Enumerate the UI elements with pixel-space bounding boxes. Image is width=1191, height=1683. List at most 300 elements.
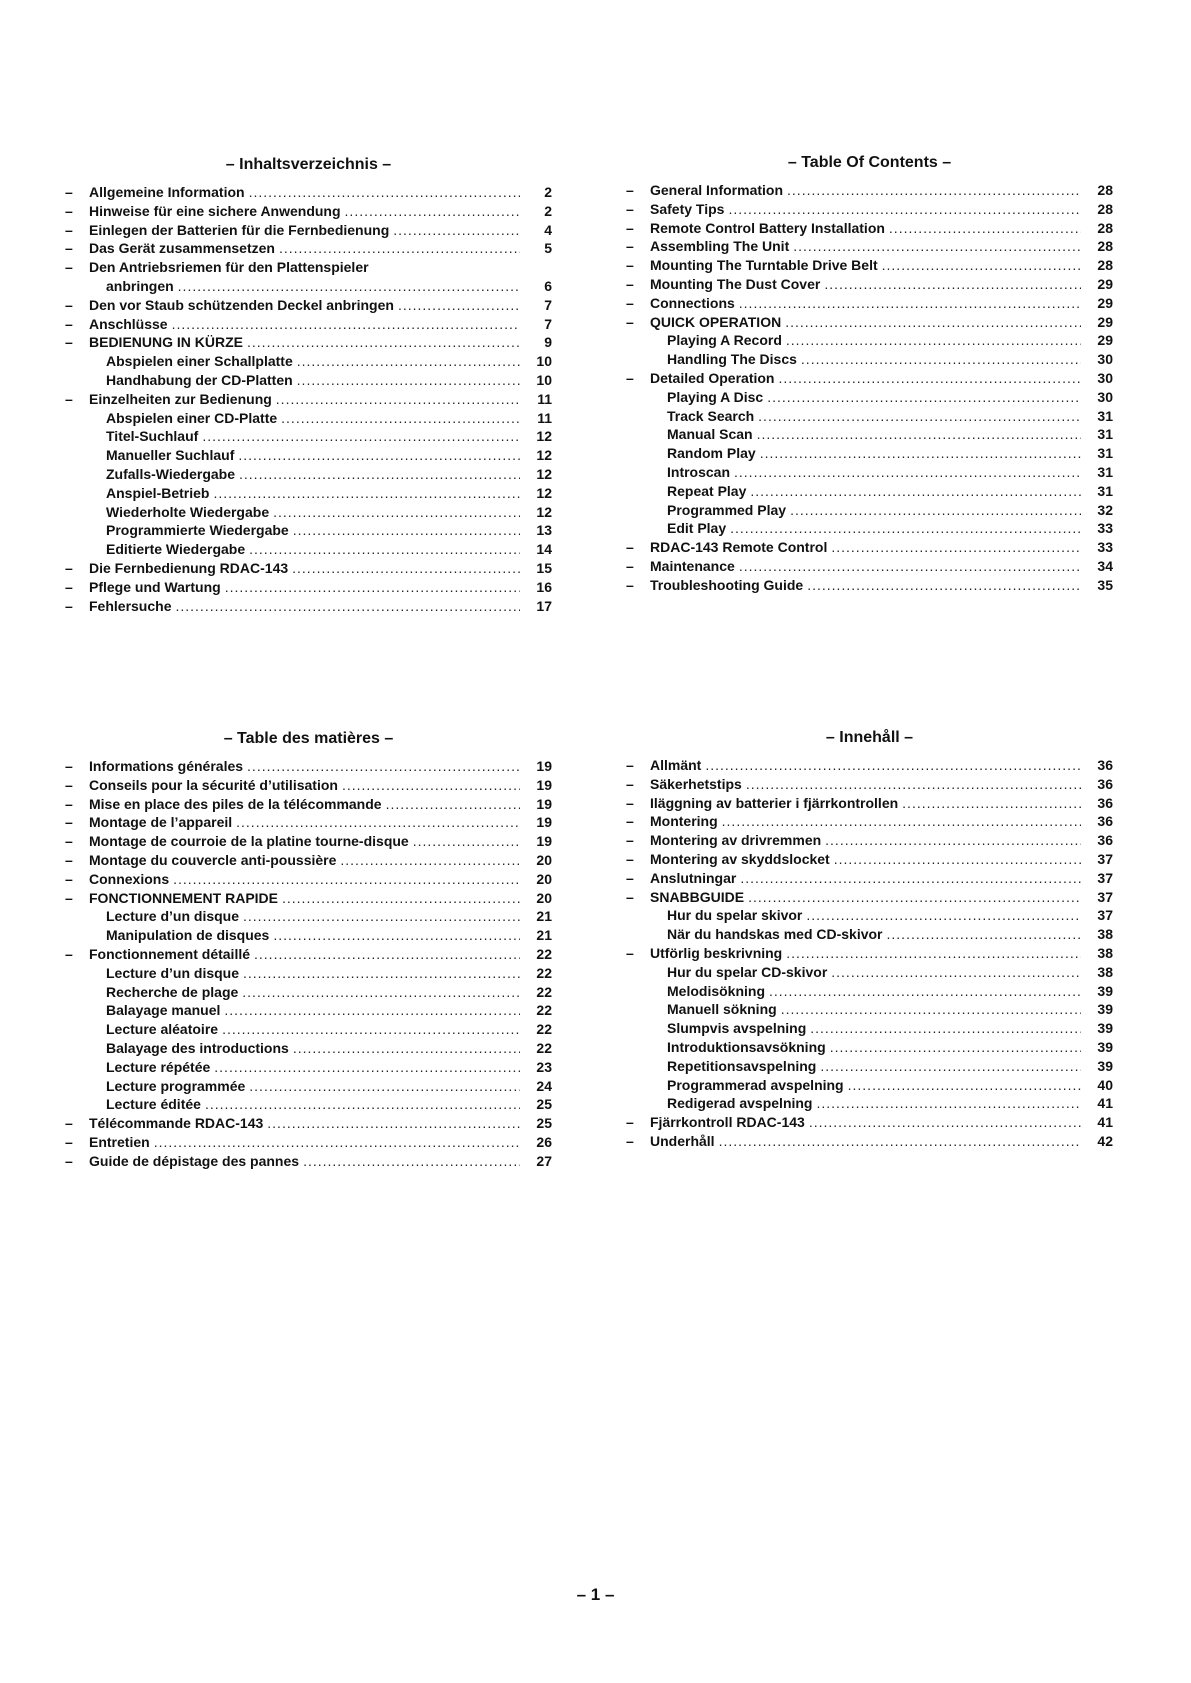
toc-entry-label: Fehlersuche bbox=[89, 597, 172, 614]
toc-dot-leader bbox=[760, 444, 1081, 463]
toc-entry-label: Utförlig beskrivning bbox=[650, 944, 783, 961]
toc-subentry bbox=[626, 1038, 1113, 1057]
toc-entry bbox=[65, 813, 552, 832]
toc-entry-label: Mounting The Turntable Drive Belt bbox=[650, 257, 878, 274]
toc-dash: – bbox=[626, 238, 634, 255]
toc-entry bbox=[626, 794, 1113, 813]
toc-entry bbox=[65, 315, 552, 334]
toc-page-number: 12 bbox=[536, 465, 552, 482]
toc-dash: – bbox=[626, 294, 634, 311]
toc-dot-leader bbox=[222, 1020, 520, 1039]
toc-subentry bbox=[65, 465, 552, 484]
toc-page-number: 25 bbox=[536, 1115, 552, 1132]
toc-subentry bbox=[65, 521, 552, 540]
toc-page-number: 22 bbox=[536, 964, 552, 981]
toc-dot-leader bbox=[214, 1058, 520, 1077]
toc-subentry bbox=[65, 1077, 552, 1096]
toc-entry bbox=[626, 831, 1113, 850]
toc-page-number: 31 bbox=[1097, 445, 1113, 462]
toc-entry-label: Die Fernbedienung RDAC-143 bbox=[89, 559, 289, 576]
toc-entry bbox=[65, 578, 552, 597]
toc-dot-leader bbox=[224, 1001, 520, 1020]
toc-entry bbox=[626, 369, 1113, 388]
toc-entry bbox=[65, 221, 552, 240]
toc-entry-label: Einlegen der Batterien für die Fernbedienung bbox=[89, 221, 390, 238]
toc-dash: – bbox=[626, 794, 634, 811]
toc-entry bbox=[626, 1113, 1113, 1132]
toc-entry-label: Recherche de plage bbox=[106, 983, 239, 1000]
toc-dot-leader bbox=[820, 1057, 1081, 1076]
toc-entry bbox=[626, 576, 1113, 595]
toc-page-number: 10 bbox=[536, 371, 552, 388]
toc-dot-leader bbox=[340, 851, 520, 870]
toc-subentry bbox=[65, 907, 552, 926]
toc-page-number: 24 bbox=[536, 1077, 552, 1094]
toc-dot-leader bbox=[902, 794, 1081, 813]
toc-dot-leader bbox=[739, 294, 1081, 313]
toc-page-number: 38 bbox=[1097, 963, 1113, 980]
toc-page-number: 42 bbox=[1097, 1132, 1113, 1149]
toc-title: – Table des matières – bbox=[223, 730, 394, 747]
toc-entry bbox=[65, 390, 552, 409]
toc-subentry bbox=[626, 906, 1113, 925]
toc-entry-label: Mounting The Dust Cover bbox=[650, 275, 821, 292]
toc-entry bbox=[65, 832, 552, 851]
toc-page-number: 26 bbox=[536, 1133, 552, 1150]
toc-page-number: 29 bbox=[1097, 275, 1113, 292]
toc-dash: – bbox=[65, 889, 73, 906]
toc-dash: – bbox=[65, 221, 73, 238]
toc-subentry bbox=[626, 1076, 1113, 1095]
toc-dash: – bbox=[626, 313, 634, 330]
toc-entry bbox=[626, 219, 1113, 238]
toc-dot-leader bbox=[801, 350, 1081, 369]
toc-dot-leader bbox=[809, 1113, 1081, 1132]
toc-dot-leader bbox=[386, 795, 520, 814]
toc-entry-label: Hinweise für eine sichere Anwendung bbox=[89, 202, 341, 219]
toc-entry bbox=[65, 333, 552, 352]
toc-entry-label: RDAC-143 Remote Control bbox=[650, 539, 828, 556]
toc-entry-label: Wiederholte Wiedergabe bbox=[106, 503, 270, 520]
toc-page-number: 17 bbox=[536, 597, 552, 614]
toc-dot-leader bbox=[279, 239, 520, 258]
toc-entry bbox=[626, 538, 1113, 557]
toc-subentry bbox=[65, 926, 552, 945]
toc-dash: – bbox=[626, 557, 634, 574]
toc-title: – Table Of Contents – bbox=[787, 154, 952, 171]
toc-english bbox=[626, 151, 1113, 595]
toc-dot-leader bbox=[213, 484, 520, 503]
toc-page-number: 7 bbox=[544, 296, 552, 313]
toc-dash: – bbox=[626, 757, 634, 773]
toc-dot-leader bbox=[202, 427, 520, 446]
toc-page-number: 39 bbox=[1097, 982, 1113, 999]
toc-dash: – bbox=[65, 945, 73, 962]
toc-page-number: 39 bbox=[1097, 1057, 1113, 1074]
toc-entry-label: Manueller Suchlauf bbox=[106, 447, 235, 464]
toc-title: – Innehåll – bbox=[825, 729, 914, 746]
toc-dot-leader bbox=[790, 501, 1081, 520]
toc-entry bbox=[626, 869, 1113, 888]
toc-entry bbox=[65, 559, 552, 578]
toc-page-number: 19 bbox=[536, 795, 552, 812]
toc-dash: – bbox=[65, 758, 73, 774]
toc-dot-leader bbox=[243, 964, 520, 983]
toc-subentry bbox=[626, 482, 1113, 501]
toc-entry bbox=[65, 258, 552, 277]
toc-page-number: 29 bbox=[1097, 294, 1113, 311]
toc-page-number: 37 bbox=[1097, 850, 1113, 867]
toc-dot-leader bbox=[297, 352, 520, 371]
toc-dot-leader bbox=[178, 277, 520, 296]
toc-title: – Inhaltsverzeichnis – bbox=[225, 156, 392, 173]
toc-dash: – bbox=[65, 259, 73, 276]
toc-dash: – bbox=[626, 813, 634, 830]
toc-page-number: 29 bbox=[1097, 313, 1113, 330]
toc-entry-label: Iläggning av batterier i fjärrkontrollen bbox=[650, 794, 899, 811]
toc-entry bbox=[626, 775, 1113, 794]
toc-subentry bbox=[626, 407, 1113, 426]
toc-entry-label: Manual Scan bbox=[667, 426, 753, 443]
toc-dot-leader bbox=[293, 521, 520, 540]
toc-dash: – bbox=[65, 315, 73, 332]
toc-page-number: 15 bbox=[536, 559, 552, 576]
toc-dash: – bbox=[65, 597, 73, 614]
toc-entry-label: Abspielen einer CD-Platte bbox=[106, 409, 278, 426]
toc-dot-leader bbox=[413, 832, 520, 851]
toc-dash: – bbox=[626, 200, 634, 217]
toc-dot-leader bbox=[758, 407, 1081, 426]
toc-page-number: 22 bbox=[536, 1039, 552, 1056]
toc-dot-leader bbox=[786, 331, 1081, 350]
toc-subentry bbox=[626, 925, 1113, 944]
toc-page-number: 36 bbox=[1097, 794, 1113, 811]
toc-subentry bbox=[626, 388, 1113, 407]
toc-dot-leader bbox=[273, 926, 520, 945]
toc-entry-label: Playing A Record bbox=[667, 332, 782, 349]
toc-page-number: 20 bbox=[536, 851, 552, 868]
toc-entry-label: Hur du spelar skivor bbox=[667, 907, 803, 924]
toc-entry-label: Repeat Play bbox=[667, 482, 747, 499]
toc-entry-label: Montering av skyddslocket bbox=[650, 850, 830, 867]
toc-dash: – bbox=[626, 888, 634, 905]
toc-entry-label: Repetitionsavspelning bbox=[667, 1057, 817, 1074]
toc-dot-leader bbox=[293, 1039, 520, 1058]
toc-entry-label: Lecture répétée bbox=[106, 1058, 211, 1075]
toc-page-number: 41 bbox=[1097, 1114, 1113, 1131]
toc-page-number: 35 bbox=[1097, 576, 1113, 593]
toc-entry-label: Lecture aléatoire bbox=[106, 1021, 219, 1038]
toc-dash: – bbox=[65, 870, 73, 887]
toc-page-number: 36 bbox=[1097, 757, 1113, 773]
toc-dot-leader bbox=[778, 369, 1081, 388]
toc-page-number: 30 bbox=[1097, 388, 1113, 405]
toc-subentry bbox=[65, 540, 552, 559]
toc-subentry bbox=[65, 1020, 552, 1039]
toc-page-number: 7 bbox=[544, 315, 552, 332]
toc-entry-label: Mise en place des piles de la télécommande bbox=[89, 795, 382, 812]
toc-dot-leader bbox=[787, 181, 1081, 200]
toc-dot-leader bbox=[243, 907, 520, 926]
toc-dash: – bbox=[626, 539, 634, 556]
toc-entry bbox=[65, 183, 552, 202]
toc-page-number: 9 bbox=[544, 334, 552, 351]
toc-page-number: 20 bbox=[536, 889, 552, 906]
toc-page-number: 39 bbox=[1097, 1001, 1113, 1018]
toc-entry-label: Allgemeine Information bbox=[89, 184, 245, 200]
toc-page-number: 4 bbox=[544, 221, 552, 238]
toc-entry-label: Melodisökning bbox=[667, 982, 765, 999]
toc-subentry bbox=[626, 350, 1113, 369]
toc-dot-leader bbox=[236, 813, 520, 832]
toc-entry-label: Slumpvis avspelning bbox=[667, 1020, 807, 1037]
toc-page-number: 22 bbox=[536, 945, 552, 962]
toc-dot-leader bbox=[342, 776, 520, 795]
toc-dot-leader bbox=[740, 869, 1081, 888]
toc-page-number: 22 bbox=[536, 983, 552, 1000]
toc-subentry bbox=[626, 425, 1113, 444]
toc-subentry bbox=[626, 1000, 1113, 1019]
toc-entry-label: Montage de l’appareil bbox=[89, 814, 233, 831]
toc-dot-leader bbox=[705, 756, 1081, 775]
toc-subentry bbox=[626, 1019, 1113, 1038]
toc-dot-leader bbox=[267, 1114, 520, 1133]
toc-entry bbox=[65, 757, 552, 776]
toc-page-number: 36 bbox=[1097, 775, 1113, 792]
toc-entry-label: Télécommande RDAC-143 bbox=[89, 1115, 264, 1132]
toc-entry bbox=[65, 870, 552, 889]
toc-entry-label: Titel-Suchlauf bbox=[106, 428, 199, 445]
toc-subentry bbox=[626, 1057, 1113, 1076]
toc-dot-leader bbox=[242, 983, 520, 1002]
toc-entry-label: Lecture d’un disque bbox=[106, 908, 240, 925]
toc-entry-label: Handling The Discs bbox=[667, 351, 797, 368]
toc-dot-leader bbox=[757, 425, 1081, 444]
toc-entry-label: Montage du couvercle anti-poussière bbox=[89, 851, 337, 868]
toc-dash: – bbox=[65, 202, 73, 219]
toc-page-number: 30 bbox=[1097, 369, 1113, 386]
toc-entry bbox=[626, 812, 1113, 831]
toc-dot-leader bbox=[398, 296, 520, 315]
toc-entry bbox=[626, 313, 1113, 332]
toc-subentry bbox=[626, 1094, 1113, 1113]
toc-subentry bbox=[65, 983, 552, 1002]
toc-entry bbox=[65, 851, 552, 870]
toc-page-number: 2 bbox=[544, 202, 552, 219]
toc-dot-leader bbox=[767, 388, 1081, 407]
toc-dash: – bbox=[65, 1152, 73, 1169]
toc-dot-leader bbox=[824, 275, 1081, 294]
toc-entry-label: Connexions bbox=[89, 870, 170, 887]
page-number: – 1 – bbox=[576, 1585, 615, 1604]
toc-dot-leader bbox=[810, 1019, 1081, 1038]
toc-subentry bbox=[65, 1095, 552, 1114]
toc-entry-label: Troubleshooting Guide bbox=[650, 576, 804, 593]
toc-entry-list bbox=[626, 181, 1113, 595]
toc-entry-label: Redigerad avspelning bbox=[667, 1095, 813, 1112]
toc-entry-label: Underhåll bbox=[650, 1132, 715, 1149]
toc-dot-leader bbox=[249, 183, 520, 202]
toc-page-number: 31 bbox=[1097, 482, 1113, 499]
toc-dot-leader bbox=[238, 446, 520, 465]
toc-dash: – bbox=[626, 1132, 634, 1149]
toc-entry bbox=[626, 888, 1113, 907]
toc-dash: – bbox=[626, 275, 634, 292]
toc-entry-label: Conseils pour la sécurité d’utilisation bbox=[89, 776, 338, 793]
toc-entry-label: Programmerad avspelning bbox=[667, 1076, 844, 1093]
toc-dot-leader bbox=[806, 906, 1081, 925]
toc-entry-label: Fjärrkontroll RDAC-143 bbox=[650, 1114, 805, 1131]
toc-page-number: 27 bbox=[536, 1152, 552, 1169]
toc-entry-label: QUICK OPERATION bbox=[650, 313, 782, 330]
toc-page-number: 28 bbox=[1097, 219, 1113, 236]
toc-dash: – bbox=[626, 257, 634, 274]
toc-dot-leader bbox=[282, 889, 520, 908]
toc-dash: – bbox=[626, 850, 634, 867]
toc-page-number: 12 bbox=[536, 484, 552, 501]
toc-entry-label: anbringen bbox=[106, 277, 174, 294]
toc-entry-label: Detailed Operation bbox=[650, 369, 775, 386]
toc-entry-label: Montering bbox=[650, 813, 718, 830]
toc-page-number: 34 bbox=[1097, 557, 1113, 574]
toc-page-number: 37 bbox=[1097, 869, 1113, 886]
toc-dash: – bbox=[65, 851, 73, 868]
toc-dot-leader bbox=[205, 1095, 520, 1114]
toc-entry-label: SNABBGUIDE bbox=[650, 888, 745, 905]
toc-page-number: 22 bbox=[536, 1002, 552, 1019]
toc-page-number: 37 bbox=[1097, 907, 1113, 924]
toc-page-number: 19 bbox=[536, 833, 552, 850]
toc-page-number: 36 bbox=[1097, 832, 1113, 849]
toc-entry bbox=[626, 944, 1113, 963]
toc-entry-label: Pflege und Wartung bbox=[89, 578, 221, 595]
toc-page-number: 21 bbox=[536, 927, 552, 944]
toc-dot-leader bbox=[247, 333, 520, 352]
toc-entry-label: Einzelheiten zur Bedienung bbox=[89, 390, 272, 407]
toc-entry bbox=[626, 756, 1113, 775]
toc-subentry bbox=[65, 503, 552, 522]
toc-page-number: 29 bbox=[1097, 332, 1113, 349]
toc-subentry bbox=[65, 277, 552, 296]
toc-dot-leader bbox=[281, 409, 520, 428]
toc-subentry bbox=[65, 371, 552, 390]
toc-page-number: 16 bbox=[536, 578, 552, 595]
toc-dot-leader bbox=[739, 557, 1081, 576]
toc-dash: – bbox=[65, 833, 73, 850]
toc-page-number: 5 bbox=[544, 240, 552, 257]
toc-subentry bbox=[65, 964, 552, 983]
toc-entry-label: Das Gerät zusammensetzen bbox=[89, 240, 275, 257]
toc-entry-label: Programmed Play bbox=[667, 501, 787, 518]
toc-page-number: 11 bbox=[537, 390, 552, 407]
toc-dot-leader bbox=[785, 313, 1081, 332]
toc-entry-label: Connections bbox=[650, 294, 735, 311]
toc-entry bbox=[65, 1133, 552, 1152]
toc-dash: – bbox=[626, 182, 634, 198]
toc-entry-label: Anschlüsse bbox=[89, 315, 168, 332]
toc-entry bbox=[626, 275, 1113, 294]
toc-entry-label: General Information bbox=[650, 182, 784, 198]
toc-entry bbox=[626, 1132, 1113, 1151]
toc-entry-label: Playing A Disc bbox=[667, 388, 764, 405]
toc-subentry bbox=[65, 409, 552, 428]
toc-dot-leader bbox=[297, 371, 520, 390]
toc-subentry bbox=[65, 446, 552, 465]
toc-dot-leader bbox=[831, 963, 1081, 982]
toc-dot-leader bbox=[786, 944, 1081, 963]
toc-page-number: 2 bbox=[544, 184, 552, 200]
toc-dash: – bbox=[65, 795, 73, 812]
toc-entry bbox=[65, 776, 552, 795]
toc-subentry bbox=[65, 352, 552, 371]
toc-page-number: 25 bbox=[536, 1096, 552, 1113]
toc-entry-label: Programmierte Wiedergabe bbox=[106, 522, 289, 539]
toc-entry-label: Guide de dépistage des pannes bbox=[89, 1152, 300, 1169]
toc-subentry bbox=[626, 444, 1113, 463]
toc-dash: – bbox=[626, 775, 634, 792]
toc-page-number: 19 bbox=[536, 814, 552, 831]
toc-entry bbox=[65, 296, 552, 315]
toc-dash: – bbox=[65, 1115, 73, 1132]
toc-entry-label: Safety Tips bbox=[650, 200, 725, 217]
toc-page-number: 36 bbox=[1097, 813, 1113, 830]
toc-entry-label: Abspielen einer Schallplatte bbox=[106, 353, 293, 370]
toc-entry-label: Fonctionnement détaillé bbox=[89, 945, 251, 962]
toc-dash: – bbox=[65, 390, 73, 407]
toc-page-number: 12 bbox=[536, 503, 552, 520]
toc-dot-leader bbox=[889, 219, 1081, 238]
toc-dash: – bbox=[65, 240, 73, 257]
toc-dash: – bbox=[626, 944, 634, 961]
toc-entry-label: Lecture éditée bbox=[106, 1096, 201, 1113]
toc-page-number: 33 bbox=[1097, 539, 1113, 556]
toc-page-number: 30 bbox=[1097, 351, 1113, 368]
toc-dash: – bbox=[65, 296, 73, 313]
toc-dot-leader bbox=[273, 503, 520, 522]
toc-swedish bbox=[626, 726, 1113, 1151]
toc-dash: – bbox=[65, 814, 73, 831]
toc-dot-leader bbox=[303, 1152, 520, 1171]
toc-entry-label: Balayage manuel bbox=[106, 1002, 221, 1019]
toc-page-number: 21 bbox=[536, 908, 552, 925]
toc-dot-leader bbox=[719, 1132, 1081, 1151]
toc-page-number: 28 bbox=[1097, 200, 1113, 217]
toc-entry-label: Random Play bbox=[667, 445, 756, 462]
toc-page-number: 6 bbox=[544, 277, 552, 294]
toc-subentry bbox=[65, 1039, 552, 1058]
toc-dash: – bbox=[65, 559, 73, 576]
toc-subentry bbox=[626, 501, 1113, 520]
toc-page-number: 12 bbox=[536, 447, 552, 464]
toc-entry-label: Anspiel-Betrieb bbox=[106, 484, 210, 501]
toc-page-number: 41 bbox=[1097, 1095, 1113, 1112]
toc-subentry bbox=[626, 982, 1113, 1001]
toc-entry bbox=[65, 239, 552, 258]
toc-dash: – bbox=[626, 219, 634, 236]
toc-entry-label: Den vor Staub schützenden Deckel anbringen bbox=[89, 296, 394, 313]
toc-dash: – bbox=[65, 184, 73, 200]
toc-french bbox=[65, 727, 552, 1171]
toc-page-number: 31 bbox=[1097, 463, 1113, 480]
toc-entry bbox=[65, 795, 552, 814]
toc-dot-leader bbox=[154, 1133, 520, 1152]
toc-dash: – bbox=[626, 576, 634, 593]
toc-dash: – bbox=[626, 369, 634, 386]
toc-entry bbox=[65, 202, 552, 221]
toc-dot-leader bbox=[393, 221, 520, 240]
toc-subentry bbox=[65, 1001, 552, 1020]
toc-entry-label: Introscan bbox=[667, 463, 731, 480]
